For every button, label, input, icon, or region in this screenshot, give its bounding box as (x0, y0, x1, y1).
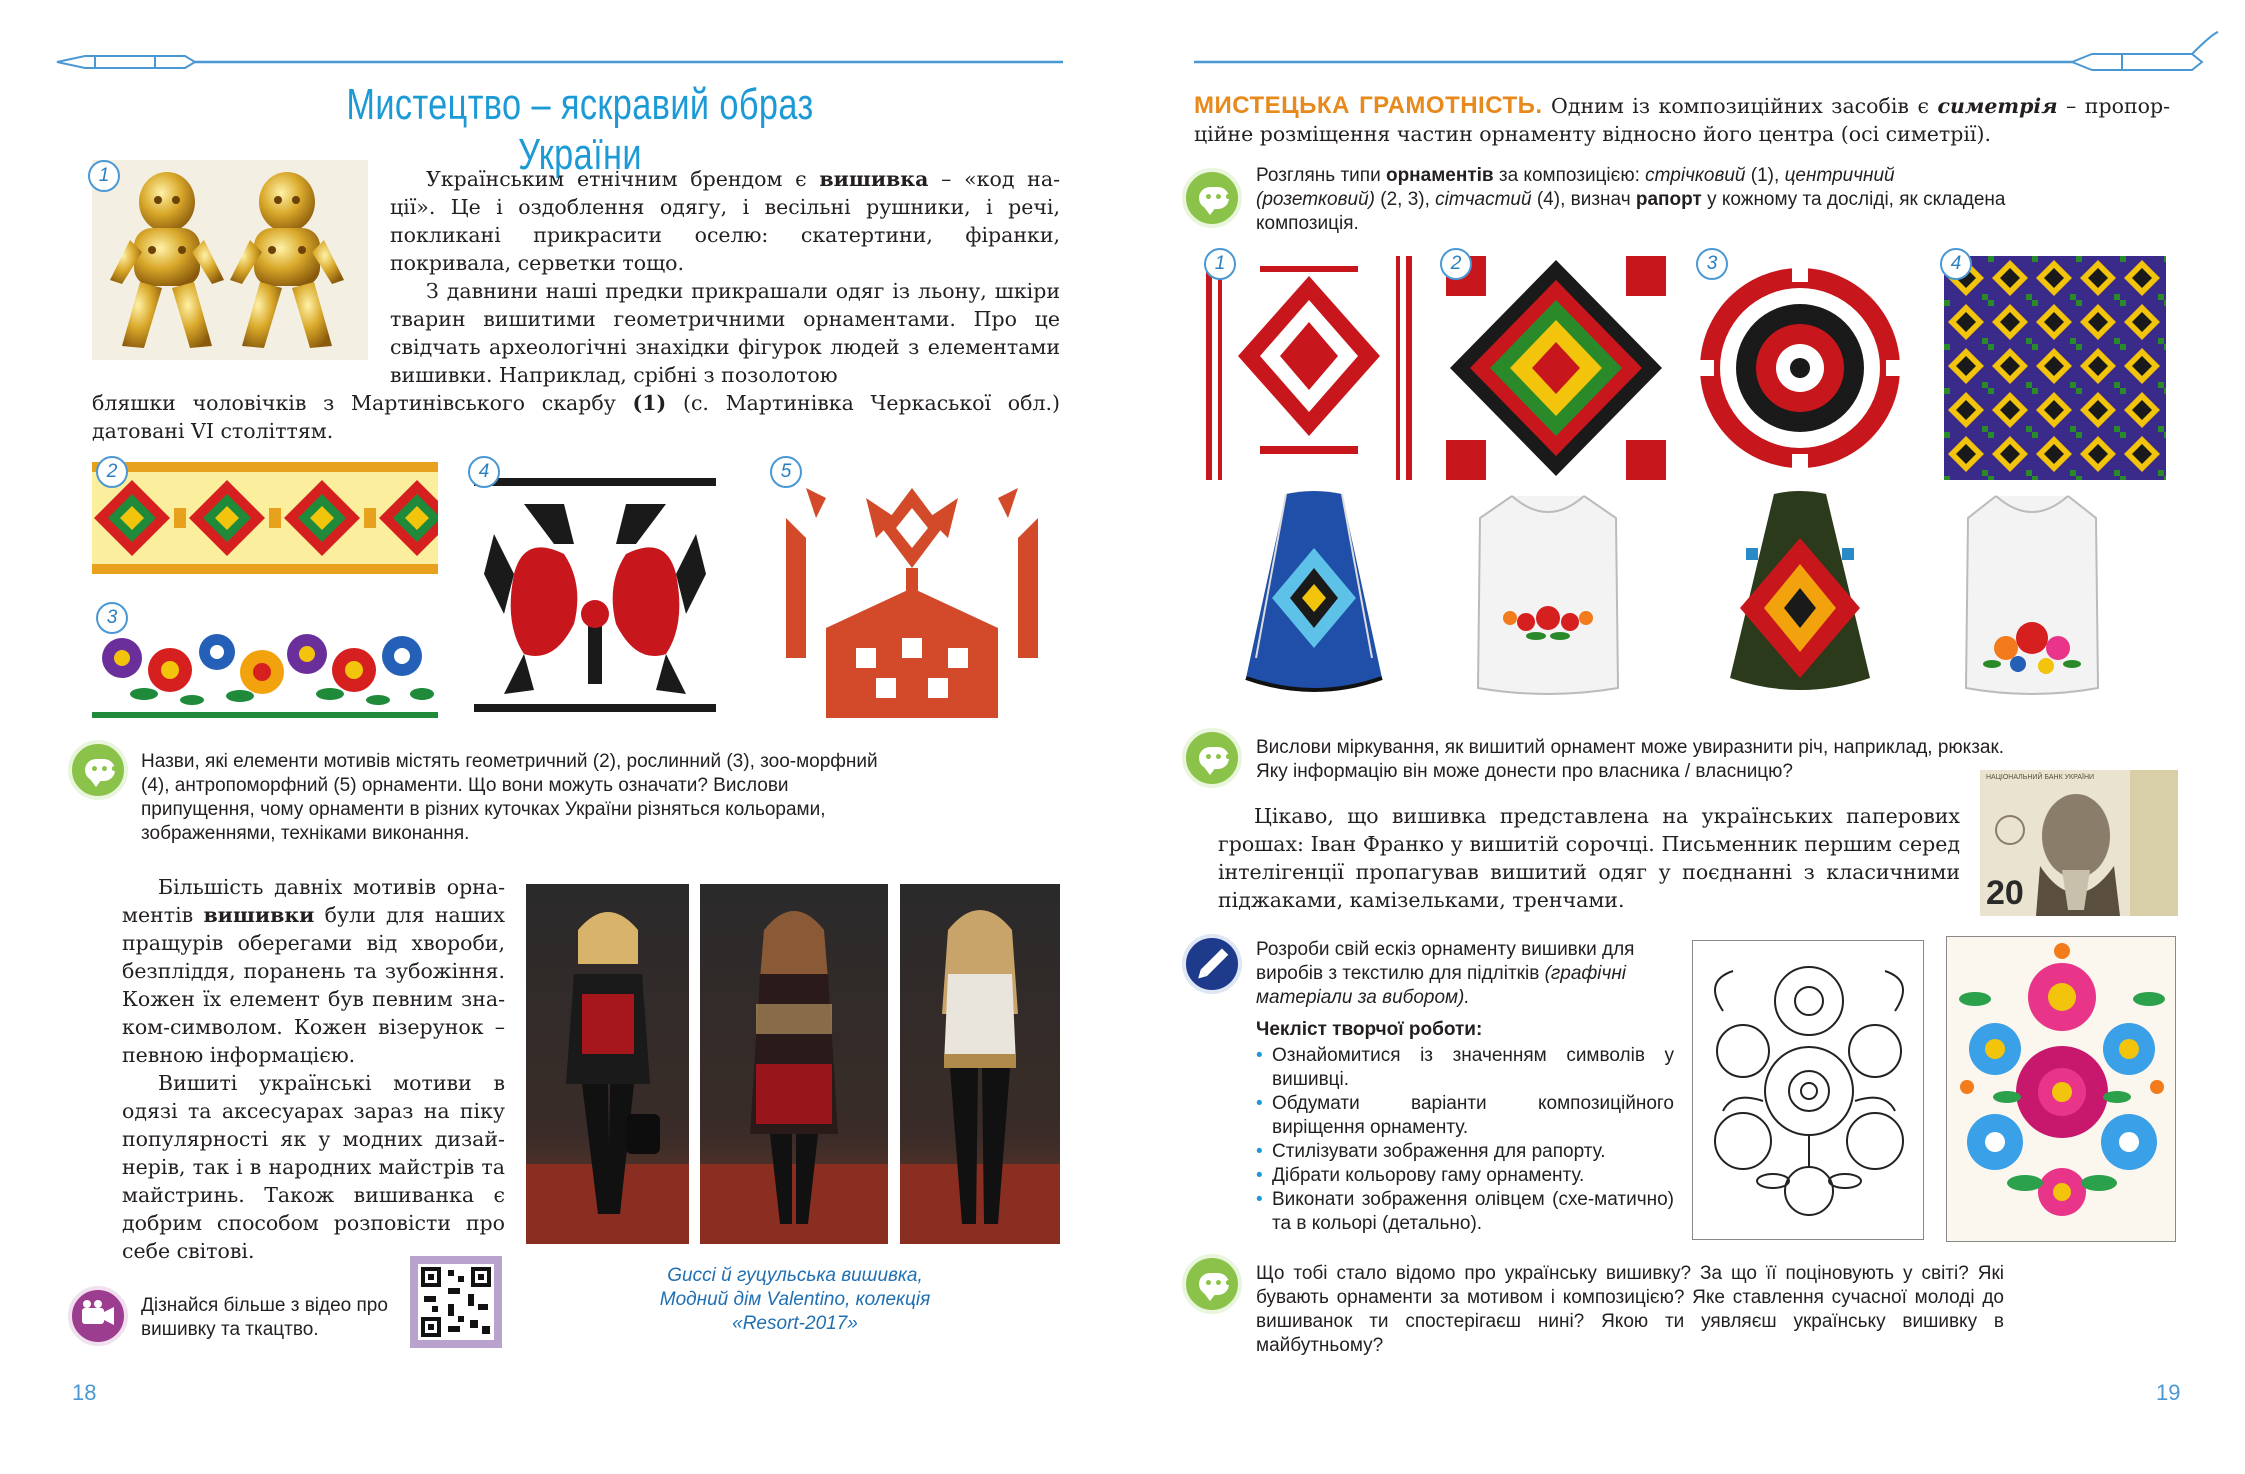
task-summary-questions: Що тобі стало відомо про українську вишивку? За що її поціновують у світі? Які бувають орнаменти за мотивом і композицією? Яке ставлення сучасної молоді до вишиванок ти спостерігаєш нині? Якою ти уявляєш українську вишивку в майбутньому? (1256, 1263, 2004, 1356)
figure-number-badge: 1 (1204, 248, 1236, 280)
banknote-value: 20 (1986, 874, 2024, 912)
fashion-caption: Gucci й гуцульська вишивка, Модний дім Valentino, колекція «Resort-2017» (659, 1265, 931, 1334)
backpack-white-flowers-image (1946, 488, 2118, 708)
task-backpack-ornament: Вислови міркування, як вишитий орнамент може увиразнити річ, наприклад, рюкзак. Яку інформацію він може донести про власника / власницю? (1256, 737, 2005, 782)
intro-paragraph: Українським етнічним брендом є вишивка – «код на-ції». Це і оздоблення одягу, і весільні рушники, і речі, покликані прикрасити оселю: скатертини, фіранки, покривала, серветки тощо. З давнини наші предки прикрашали одяг із льону, шкіри тварин вишитими геометричними орнаментами. Про це свідчать археологічні знахідки фігурок людей з елементами вишивки. Наприклад, срібні з позолотою (390, 167, 1060, 387)
figure-number-badge: 4 (1940, 248, 1972, 280)
discussion-icon: ••• (1182, 168, 1242, 228)
sketch-colored-image (1946, 936, 2176, 1242)
banknote-bank-label: НАЦІОНАЛЬНИЙ БАНК УКРАЇНИ (1986, 774, 2095, 781)
floral-ornament-image (92, 608, 438, 726)
task-design-sketch: Розроби свій ескіз орнаменту вишивки для виробів з текстилю для підлітків (графічні матеріали за вибором). (1256, 939, 1635, 1008)
bold-term-vyshyvka: вишивка (819, 167, 929, 191)
runway-photo-1 (526, 884, 689, 1244)
page-title: Мистецтво – яскравий образ України (346, 80, 814, 179)
runway-photo-2 (700, 884, 888, 1244)
discussion-icon: ••• (1182, 728, 1242, 788)
page-number-right: 19 (2156, 1380, 2181, 1405)
anthropomorphic-ornament-image (766, 458, 1058, 728)
net-ornament-tile (1944, 256, 2166, 480)
runway-photo-3 (900, 884, 1060, 1244)
page-number-left: 18 (72, 1380, 97, 1405)
discussion-icon: ••• (1182, 1254, 1242, 1314)
heading-label: МИСТЕЦЬКА ГРАМОТНІСТЬ. (1194, 92, 1543, 119)
figure-number-badge: 5 (770, 456, 802, 488)
rosette-ornament-tile-1 (1446, 256, 1666, 480)
amulet-paragraph: Більшість давніх мотивів орна-ментів вишивки були для наших пращурів оберегами від хвороби, безпліддя, поранень та зубожіння. Кожен їх елемент був певним зна-ком-символом. Кожен візерунок – певною інформацією. Вишиті українські мотиви в одязі та аксесуарах зараз на піку популярності як у модних дизай-нерів, так і в народних майстрів та майстринь. Також вишиванка є добрим способом розповісти про себе світові. (122, 875, 505, 1263)
video-camera-icon[interactable] (68, 1286, 128, 1346)
checklist-item: • Ознайомитися із значенням символів у вишивці. (1256, 1044, 1674, 1092)
geometric-ornament-image (92, 462, 438, 574)
figure-number-badge: 3 (96, 602, 128, 634)
ribbon-ornament-tile (1200, 256, 1418, 480)
rosette-ornament-tile-2 (1694, 256, 1906, 480)
pen-decoration-right (1192, 30, 2222, 74)
checklist-title: Чекліст творчої роботи: (1256, 1019, 1483, 1040)
figure-number-badge: 2 (1440, 248, 1472, 280)
zoomorphic-ornament-image (464, 464, 726, 726)
backpack-white-roses-image (1456, 488, 1640, 708)
creative-checklist (1256, 1044, 1674, 1236)
figure-number-badge: 3 (1696, 248, 1728, 280)
task-motifs: Назви, які елементи мотивів містять геометричний (2), рослинний (3), зоо-морфний (4), антропоморфний (5) орнаменти. Що вони можуть означати? Вислови припущення, чому орнаменти в різних куточках України різняться кольорами, зображеннями, техніками виконання. (141, 751, 878, 844)
history-paragraph: З давнини наші предки прикрашали одяг із льону, шкіри тварин вишитими геометричними орнаментами. Про це свідчать археологічні знахідки фігурок людей з елементами вишивки. Наприклад, срібні з позолотою (390, 279, 1060, 387)
checklist-item: • Дібрати кольорову гаму орнаменту. (1256, 1164, 1674, 1188)
figure-number-badge: 4 (468, 456, 500, 488)
banknote-image (1980, 770, 2178, 916)
qr-code[interactable] (410, 1256, 502, 1348)
checklist-item: • Стилізувати зображення для рапорту. (1256, 1140, 1674, 1164)
gold-figurines-image (92, 160, 368, 360)
video-link-text[interactable]: Дізнайся більше з відео про вишивку та ткацтво. (141, 1295, 388, 1340)
discussion-icon: ••• (68, 740, 128, 800)
pencil-icon (1182, 934, 1242, 994)
history-paragraph-continued: бляшки чоловічків з Мартинівського скарбу (1) (с. Мартинівка Черкаської обл.) датовані VI століттям. (92, 391, 1061, 443)
pen-decoration-left (55, 50, 1065, 74)
task-ornament-types: Розглянь типи орнаментів за композицією: стрічковий (1), центричний (розетковий) (2, 3), сітчастий (4), визнач рапорт у кожному та досліді, як складена композиція. (1256, 165, 2006, 234)
checklist-item: • Виконати зображення олівцем (схе-матично) та в кольорі (детально). (1256, 1188, 1674, 1236)
franko-paragraph: Цікаво, що вишивка представлена на українських паперових грошах: Іван Франко у вишитій сорочці. Письменник першим серед інтелігенції пропагував вишитий одяг у поєднанні з класичними піджаками, камізельками, тренчами. (1218, 804, 1960, 912)
sketch-outline-image (1692, 940, 1924, 1240)
checklist-item: • Обдумати варіанти композиційного виріщення орнаменту. (1256, 1092, 1674, 1140)
backpack-blue-image (1226, 488, 1402, 708)
figure-number-badge: 2 (96, 456, 128, 488)
fashion-paragraph: Вишиті українські мотиви в одязі та аксесуарах зараз на піку популярності як у модних дизай-нерів, так і в народних майстрів та майстринь. Також вишиванка є добрим способом розповісти про себе світові. (122, 1071, 505, 1263)
backpack-dark-pattern-image (1710, 488, 1890, 708)
figure-number-badge: 1 (88, 160, 120, 192)
literacy-heading: МИСТЕЦЬКА ГРАМОТНІСТЬ. Одним із композиційних засобів є симетрія – пропор-ційне розміщення частин орнаменту відносно його центра (осі симетрії). (1194, 92, 2170, 146)
